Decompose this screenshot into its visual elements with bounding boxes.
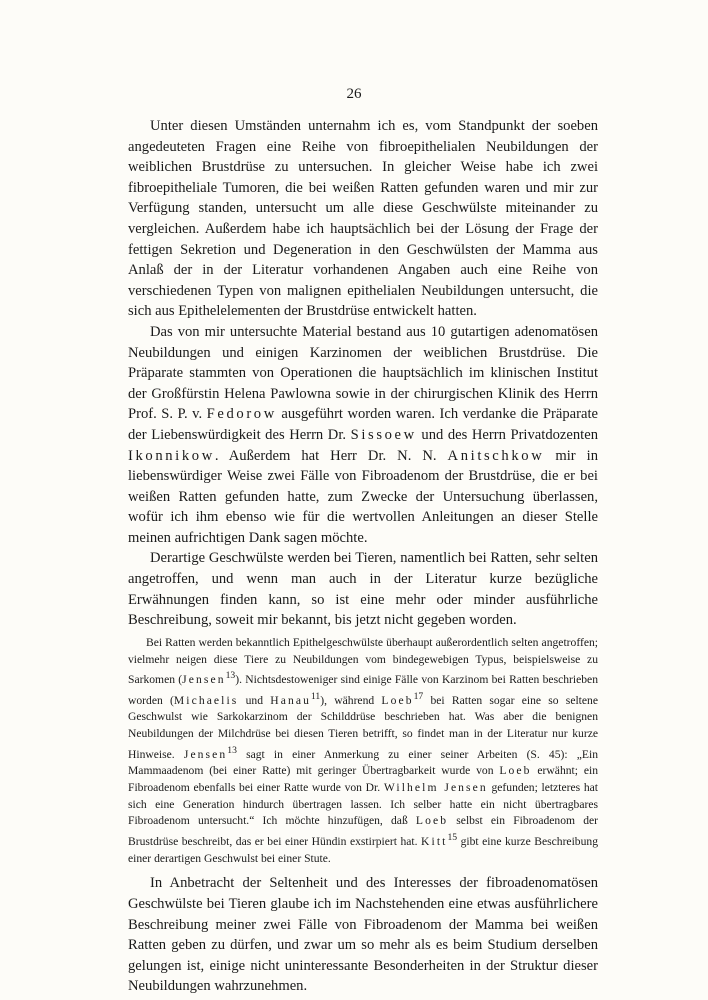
author-name: Anitschkow (447, 447, 545, 464)
author-name: Jensen (182, 673, 226, 687)
reference-number: 15 (447, 832, 458, 844)
paragraph-rarity: Derartige Geschwülste werden bei Tieren, namentlich bei Ratten, sehr selten angetroffen, und wenn man auch in der Literatur kurze bezügliche Erwähnungen finden kann, so ist eine mehr oder minder ausführliche Beschreibung, soweit mir bekannt, bis jetzt nicht gegeben worden. (128, 550, 598, 629)
paragraph-method-intro: Unter diesen Umständen unternahm ich es, vom Standpunkt der soeben angedeuteten Fragen eine Reihe von fibroepithelialen Neubildungen der weiblichen Brustdrüse zu untersuchen. In gleicher Weise habe ich zwei fibroepitheliale Tumoren, die bei weißen Ratten gefunden waren und mir zur Verfügung standen, untersucht um alle diese Geschwülste miteinander zu vergleichen. Außerdem habe ich hauptsächlich bei der Lösung der Frage der fettigen Sekretion und Degeneration in den Geschwülsten der Mamma aus Anlaß der in der Literatur vorhandenen Angaben auch eine Reihe von verschiedenen Typen von malignen epithelialen Neubildungen untersucht, die sich aus Epithelelementen der Brustdrüse entwickelt hatten. (128, 118, 598, 320)
author-name: Kitt (421, 835, 448, 849)
text-run: selbst ein Fibroadenom der Brustdrüse beschreibt, das er bei einer Hündin exstirpiert hat. (128, 814, 598, 849)
author-name: Ikonnikow (128, 447, 215, 464)
small-print-note (128, 635, 598, 868)
text-run: ). Nichtsdestoweniger sind einige Fälle von Karzinom bei Ratten beschrieben worden ( (128, 673, 598, 707)
text-run: und des Herrn Privatdozenten (416, 426, 598, 443)
page-number: 26 (346, 86, 362, 102)
author-name: Jensen (183, 747, 228, 761)
author-name: Loeb (499, 764, 532, 778)
author-name: Loeb (415, 814, 449, 828)
body-text (128, 116, 598, 997)
author-name: Fedorow (206, 406, 277, 423)
text-run: ausgeführt worden waren. Ich verdanke die Präparate der Liebenswürdigkeit des Herrn Dr. (128, 406, 598, 443)
paragraph-purpose: In Anbetracht der Seltenheit und des Interesses der fibroadenomatösen Geschwülste bei Tieren glaube ich im Nachstehenden eine etwas ausführlichere Beschreibung meiner zwei Fälle von Fibroadenom der Mamma bei weißen Ratten geben zu dürfen, und zwar um so mehr als es beim Studium derselben gelungen ist, einige nicht uninteressante Besonderheiten in der Struktur dieser Neubildungen wahrzunehmen. (128, 875, 598, 995)
text-run: und (238, 693, 271, 707)
author-name: Wilhelm Jensen (383, 781, 488, 795)
text-run: erwähnt; ein Fibroadenom ebenfalls bei einer Ratte wurde von Dr. (128, 764, 598, 795)
reference-number: 13 (225, 670, 236, 682)
text-run: sagt in einer Anmerkung zu einer seiner Arbeiten (S. 45): „Ein Mammaadenom (bei einer Ratte) mit geringer Übertragbarkeit wurde von (128, 747, 598, 778)
paragraph-material (128, 322, 598, 549)
text-run: gibt eine kurze Beschreibung einer derartigen Geschwulst bei einer Stute. (128, 835, 598, 865)
text-run: bei Ratten sogar eine so seltene Geschwulst wie Sarkokarzinom der Schilddrüse beschrieben hat. Was aber die benignen Neubildungen der Milchdrüse bei diesen Tieren betrifft, so findet man in der Literatur nur kurze Hinweise. (128, 693, 598, 761)
reference-number: 17 (413, 690, 424, 702)
text-run: Das von mir untersuchte Material bestand aus 10 gutartigen adenomatösen Neubildungen und einigen Karzinomen der weiblichen Brustdrüse. Die Präparate stammten von Operationen die hauptsächlich im klinischen Institut der Großfürstin Helena Pawlowna sowie in der chirurgischen Klinik des Herrn Prof. S. P. v. (128, 323, 598, 423)
text-run: . Außerdem hat Herr Dr. N. N. (214, 447, 448, 464)
author-name: Hanau (270, 693, 311, 707)
text-run: ), während (320, 693, 382, 707)
author-name: Loeb (381, 693, 414, 707)
reference-number: 11 (310, 690, 321, 702)
text-run: Bei Ratten werden bekanntlich Epithelgeschwülste überhaupt außerordentlich selten angetroffen; vielmehr neigen diese Tiere zu Neubildungen vom bindegewebigen Typus, beispielsweise zu Sarkomen ( (128, 635, 598, 687)
text-run: gefunden; letzteres hat sich eine Generation hindurch übertragen lassen. Ich selber hatte ein nicht übertragbares Fibroadenom untersucht.“ Ich möchte hinzufügen, daß (128, 781, 598, 828)
reference-number: 13 (227, 744, 237, 756)
author-name: Michaelis (173, 693, 239, 707)
text-run: mir in liebenswürdiger Weise zwei Fälle von Fibroadenom der Brustdrüse, die er bei weißen Ratten gefunden hatte, zum Zwecke der Untersuchung überlassen, wofür ich ihm ebenso wie für die wertvollen Anleitungen an dieser Stelle meinen aufrichtigen Dank sagen möchte. (128, 447, 598, 546)
author-name: Sissoew (350, 426, 417, 443)
